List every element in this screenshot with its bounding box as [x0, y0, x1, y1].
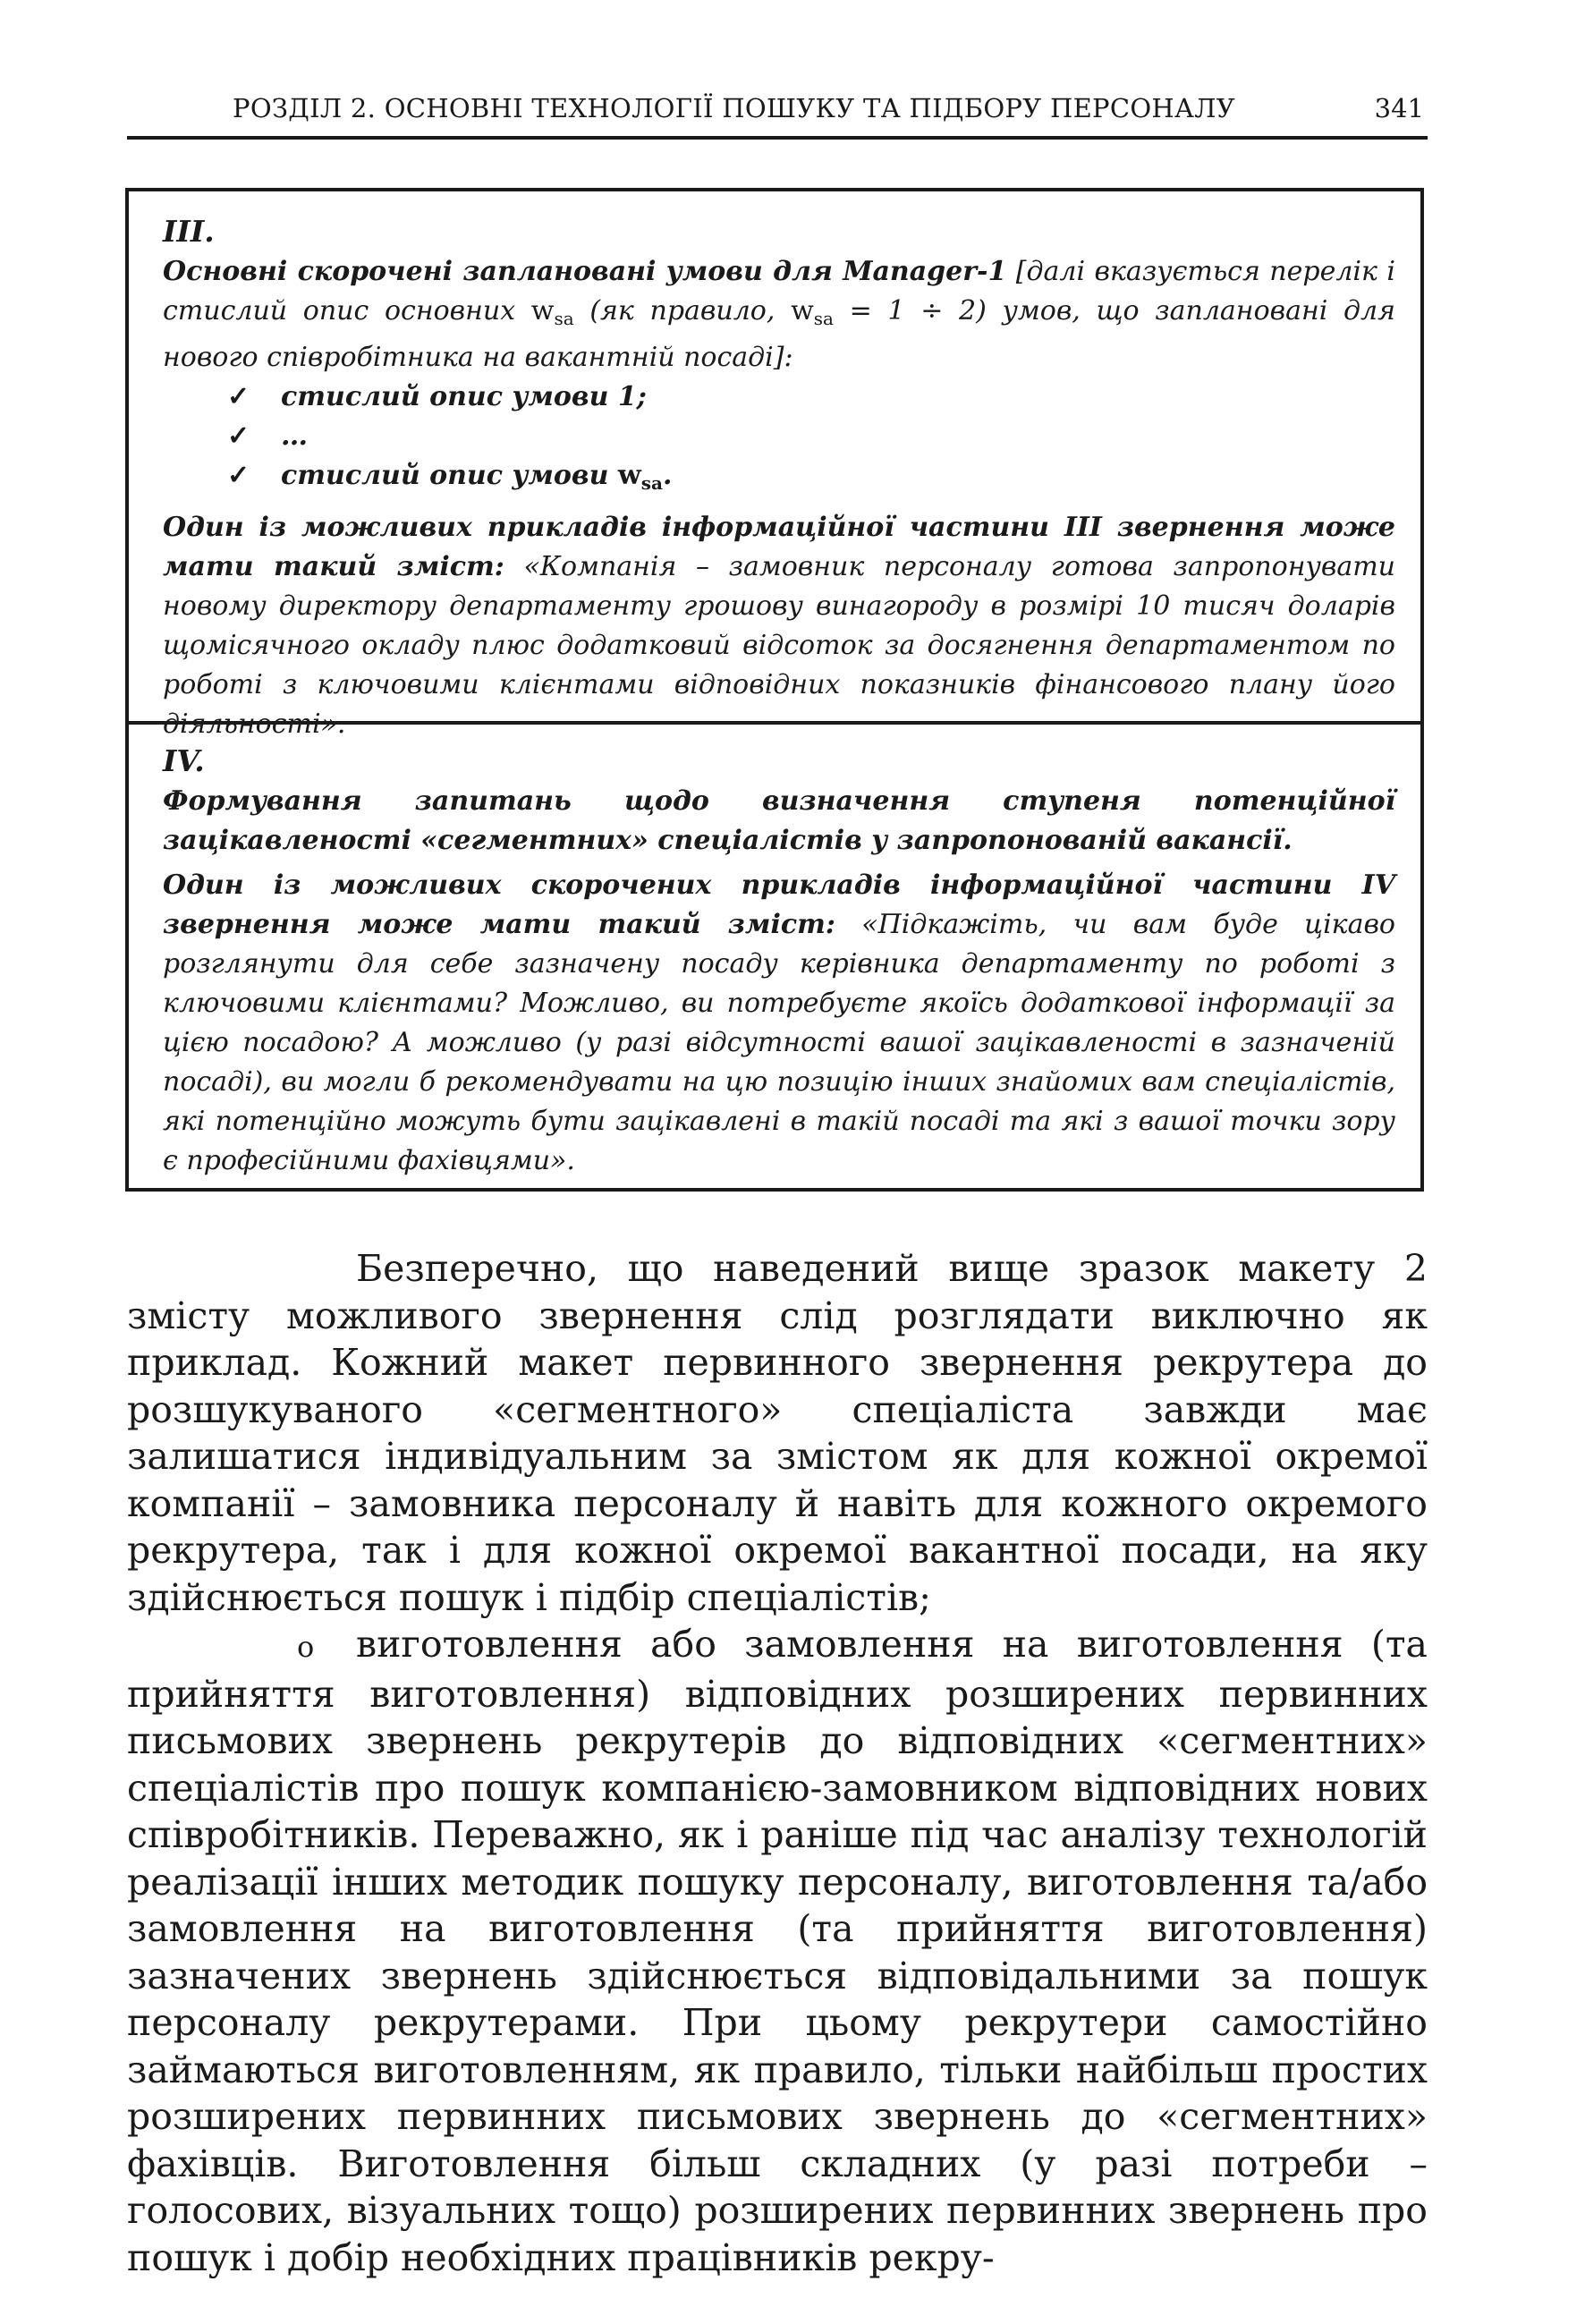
- list-item-end: .: [662, 460, 673, 491]
- list-item: [227, 417, 1395, 456]
- section-iv-lead: Формування запитань щодо визначення ступеня потенційної зацікавленості «сегментних» спеціалістів у запропонованій вакансії.: [163, 785, 1395, 856]
- w-symbol: w: [791, 295, 814, 327]
- list-item: [227, 377, 1395, 417]
- body-text: [127, 1245, 1428, 2281]
- section-iii-example: [163, 508, 1395, 744]
- bullet-paragraph: [127, 1621, 1428, 2281]
- intro-text-2: (як правило,: [573, 295, 792, 327]
- section-numeral: III.: [163, 214, 215, 249]
- w-symbol: w: [617, 460, 641, 491]
- chapter-title: РОЗДІЛ 2. ОСНОВНІ ТЕХНОЛОГІЇ ПОШУКУ ТА ПІДБОРУ ПЕРСОНАЛУ: [233, 93, 1236, 123]
- section-iv-example: [163, 866, 1395, 1181]
- example-lead: Один із можливих скорочених прикладів інформаційної частини IV звернення може мати такий зміст:: [163, 869, 1395, 940]
- list-item-text: …: [281, 420, 308, 452]
- frame-section-iii: [125, 188, 1424, 740]
- circle-bullet-icon: o: [297, 1630, 315, 1664]
- example-text: «Компанія – замовник персоналу готова запропонувати новому директору департаменту грошову винагороду в розмірі 10 тисяч доларів щомісячного окладу плюс додатковий відсоток за досягнення департаментом по роботі з ключовими клієнтами відповідних показників фінансового плану його діяльності».: [163, 551, 1395, 740]
- example-text: «Підкажіть, чи вам буде цікаво розглянути для себе зазначену посаду керівника департаменту по роботі з ключовими клієнтами? Можливо, ви потребуєте якоїсь додаткової інформації за цією посадою? А можливо (у разі відсутності вашої зацікавленості в зазначеній посаді), ви могли б рекомендувати на цю позицію інших знайомих вам спеціалістів, які потенційно можуть бути зацікавлені в такій посаді та які з вашої точки зору є професійними фахівцями».: [163, 909, 1395, 1176]
- conditions-list: [163, 377, 1395, 503]
- running-header: [127, 86, 1428, 140]
- paragraph: Безперечно, що наведений вище зразок макету 2 змісту можливого звернення слід розглядати виключно як приклад. Кожний макет первинного звернення рекрутера до розшукуваного «сегментного» спеціаліста завжди має залишатися індивідуальним за змістом як для кожної окремої компанії – замовника персоналу й навіть для кожного окремого рекрутера, так і для кожної окремої вакантної посади, на яку здійснюється пошук і підбір спеціалістів;: [127, 1247, 1428, 1619]
- intro-text-3: = 1 ÷ 2) умов, що заплановані для нового співробітника на вакантній посаді]:: [163, 295, 1395, 373]
- checkmark-icon: ✓: [227, 381, 250, 412]
- w-symbol: w: [530, 295, 555, 327]
- checkmark-icon: ✓: [227, 420, 250, 452]
- section-iii-content: [163, 211, 1395, 744]
- paragraph-text: виготовлення або замовлення на виготовлення (та прийняття виготовлення) відповідних розширених первинних письмових звернень рекрутерів до відповідних «сегментних» спеціалістів про пошук компанією-замовником відповідних нових співробітників. Переважно, як і раніше під час аналізу технологій реалізації інших методик пошуку персоналу, виготовлення та/або замовлення на виготовлення (та прийняття виготовлення) зазначених звернень здійснюється відповідальними за пошук персоналу рекрутерами. При цьому рекрутери самостійно займаються виготовленням, як правило, тільки найбільш простих розширених первинних письмових звернень до «сегментних» фахівців. Виготовлення більш складних (у разі потреби – голосових, візуальних тощо) розширених первинних звернень про пошук і добір необхідних працівників рекру-: [127, 1623, 1428, 2279]
- page-number: 341: [1374, 93, 1424, 123]
- list-item: [227, 456, 1395, 503]
- w-subscript: sa: [640, 472, 663, 494]
- section-iii-intro: [163, 252, 1395, 377]
- w-subscript: sa: [813, 308, 834, 329]
- w-subscript: sa: [554, 308, 574, 329]
- list-item-text: стислий опис умови: [281, 460, 618, 491]
- frame-section-iv: [125, 721, 1424, 1192]
- section-iii-lead: Основні скорочені заплановані умови для Manager-1: [163, 256, 1007, 287]
- section-numeral: IV.: [163, 743, 205, 778]
- example-lead: Один із можливих прикладів інформаційної частини III звернення може мати такий зміст:: [163, 512, 1395, 582]
- checkmark-icon: ✓: [227, 460, 250, 491]
- intro-text-1: [далі вказується перелік і стислий опис основних: [163, 256, 1395, 327]
- section-iv-content: [163, 741, 1395, 1181]
- list-item-text: стислий опис умови 1;: [281, 381, 647, 412]
